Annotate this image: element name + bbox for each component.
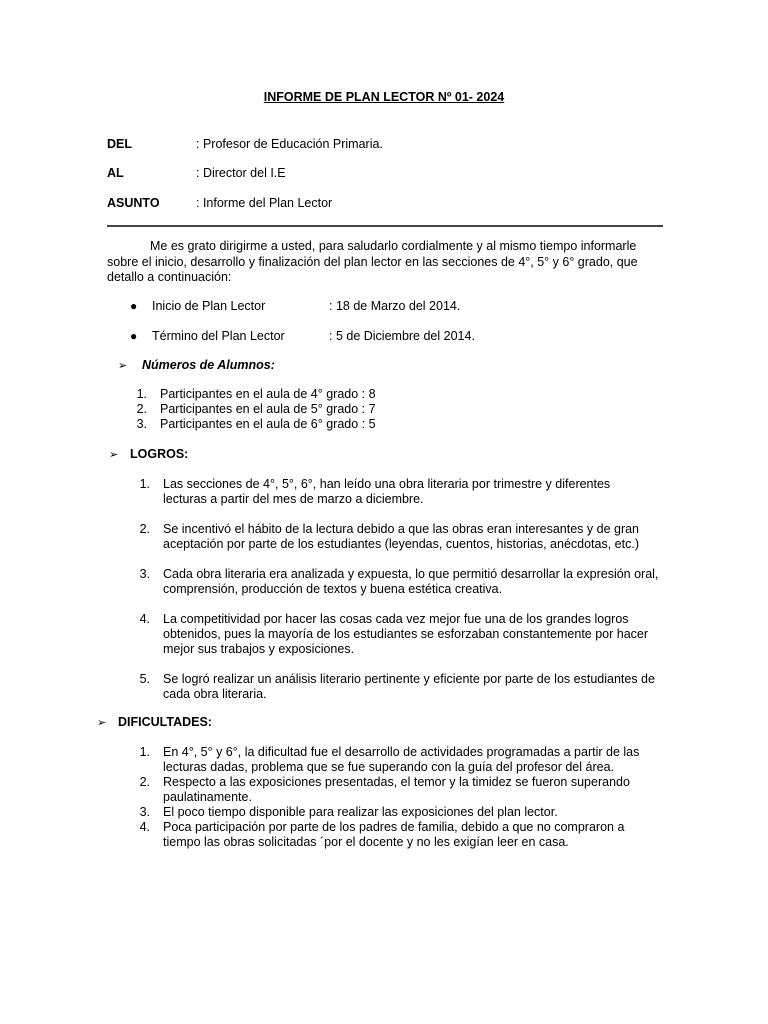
intro-paragraph <box>107 239 661 286</box>
list-item <box>134 775 662 805</box>
list-text-line: lecturas dadas, problema que se fue superando con la guía del profesor del área. <box>163 760 614 774</box>
bullet-icon: ● <box>130 299 138 313</box>
header-label-al: AL <box>107 166 124 180</box>
logros-list <box>134 477 662 702</box>
list-number: 1. <box>139 477 150 491</box>
list-text-line: tiempo las obras solicitadas ´por el docente y no les exigían leer en casa. <box>163 835 569 849</box>
dificultades-list <box>134 745 662 850</box>
students-title: Números de Alumnos: <box>142 358 275 372</box>
list-item <box>131 387 376 402</box>
list-item <box>131 402 376 417</box>
list-item <box>131 417 376 432</box>
start-date-value: : 18 de Marzo del 2014. <box>329 299 461 313</box>
list-item <box>134 522 662 552</box>
start-date-label: Inicio de Plan Lector <box>152 299 266 313</box>
list-item <box>134 477 662 507</box>
list-number: 2. <box>136 402 147 416</box>
arrow-bullet-icon: ➢ <box>97 717 107 729</box>
list-text-line: obtenidos, pues la mayoría de los estudiantes se esforzaban constantemente por hacer <box>163 627 649 641</box>
students-list <box>131 387 376 432</box>
list-item <box>134 745 662 775</box>
document-title: INFORME DE PLAN LECTOR Nº 01- 2024 <box>263 90 505 104</box>
list-number: 1. <box>139 745 150 759</box>
list-item <box>134 612 662 657</box>
list-text: Participantes en el aula de 5° grado : 7 <box>160 402 376 416</box>
intro-line: Me es grato dirigirme a usted, para saludarlo cordialmente y al mismo tiempo informarle <box>150 239 637 253</box>
arrow-bullet-icon: ➢ <box>118 360 128 372</box>
list-item <box>134 805 662 820</box>
header-label-del: DEL <box>107 137 132 151</box>
header-value-del: : Profesor de Educación Primaria. <box>196 137 383 151</box>
list-number: 3. <box>136 417 147 431</box>
list-item <box>134 567 662 597</box>
list-item <box>134 820 662 850</box>
list-number: 2. <box>139 775 150 789</box>
header-value-asunto: : Informe del Plan Lector <box>196 196 333 210</box>
list-number: 4. <box>139 612 150 626</box>
list-text-line: Las secciones de 4°, 5°, 6°, han leído una obra literaria por trimestre y diferentes <box>163 477 611 491</box>
list-text-line: paulatinamente. <box>163 790 252 804</box>
list-number: 3. <box>139 567 150 581</box>
list-text-line: aceptación por parte de los estudiantes (leyendas, cuentos, historias, anécdotas, etc.) <box>163 537 639 551</box>
list-text-line: Cada obra literaria era analizada y expuesta, lo que permitió desarrollar la expresión oral, <box>163 567 659 581</box>
list-number: 1. <box>136 387 147 401</box>
header-value-al: : Director del I.E <box>196 166 286 180</box>
list-number: 2. <box>139 522 150 536</box>
list-text-line: La competitividad por hacer las cosas cada vez mejor fue una de los grandes logros <box>163 612 629 626</box>
list-text-line: comprensión, producción de textos y buena estética creativa. <box>163 582 503 596</box>
list-text-line: cada obra literaria. <box>163 687 267 701</box>
arrow-bullet-icon: ➢ <box>109 449 119 461</box>
list-text-line: Se logró realizar un análisis literario pertinente y eficiente por parte de los estudiantes de <box>163 672 655 686</box>
list-text-line: El poco tiempo disponible para realizar las exposiciones del plan lector. <box>163 805 558 819</box>
intro-line: detallo a continuación: <box>107 270 232 284</box>
list-text-line: Respecto a las exposiciones presentadas, el temor y la timidez se fueron superando <box>163 775 630 789</box>
list-item <box>134 672 662 702</box>
end-date-label: Término del Plan Lector <box>152 329 285 343</box>
list-text: Participantes en el aula de 6° grado : 5 <box>160 417 376 431</box>
list-text-line: Poca participación por parte de los padres de familia, debido a que no compraron a <box>163 820 625 834</box>
list-text-line: En 4°, 5° y 6°, la dificultad fue el desarrollo de actividades programadas a partir de las <box>163 745 640 759</box>
list-number: 5. <box>139 672 150 686</box>
end-date-value: : 5 de Diciembre del 2014. <box>329 329 475 343</box>
list-text-line: lecturas a partir del mes de marzo a diciembre. <box>163 492 424 506</box>
list-text-line: Se incentivó el hábito de la lectura debido a que las obras eran interesantes y de gran <box>163 522 640 536</box>
header-divider <box>107 225 663 227</box>
list-number: 3. <box>139 805 150 819</box>
header-label-asunto: ASUNTO <box>107 196 160 210</box>
intro-line: sobre el inicio, desarrollo y finalización del plan lector en las secciones de 4°, 5° y 6° grado, que <box>107 254 638 269</box>
dificultades-title: DIFICULTADES: <box>118 715 212 729</box>
logros-title: LOGROS: <box>130 447 189 461</box>
list-text-line: mejor sus trabajos y exposiciones. <box>163 642 355 656</box>
list-number: 4. <box>139 820 150 834</box>
bullet-icon: ● <box>130 329 138 343</box>
list-text: Participantes en el aula de 4° grado : 8 <box>160 387 376 401</box>
